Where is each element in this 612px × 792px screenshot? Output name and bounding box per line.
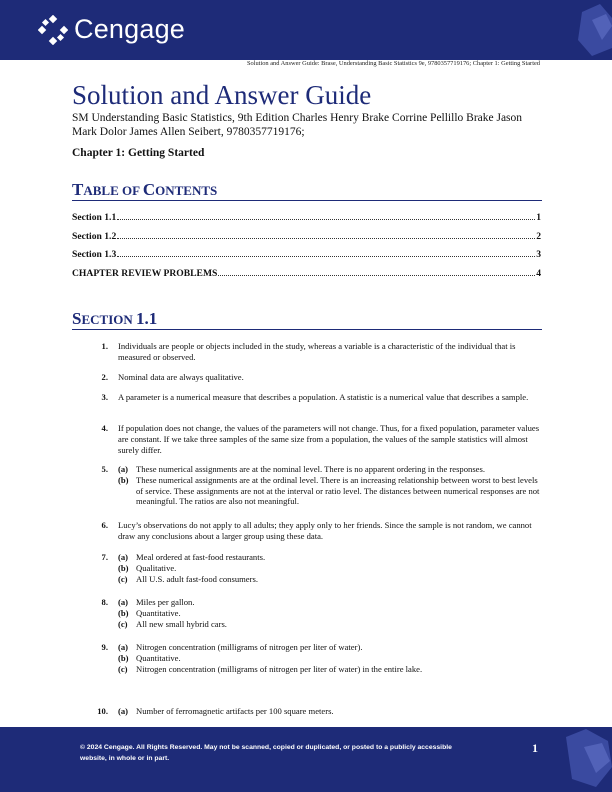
- page-title: Solution and Answer Guide: [72, 80, 372, 110]
- section-heading: SECTION 1.1: [72, 309, 542, 330]
- toc-entry[interactable]: [72, 231, 541, 242]
- toc-leader: [117, 249, 535, 257]
- toc-leader: [117, 231, 535, 239]
- toc-entry[interactable]: [72, 212, 541, 223]
- cengage-logo: [38, 14, 185, 45]
- toc-entry-page[interactable]: 2: [536, 231, 541, 242]
- sub-answer: (b) These numerical assignments are at the ordinal level. There is an increasing relationship between worst to best levels of service. These assignments are not at the interval or ratio level. The distances between numerical responses are not meaningful. The ratios are also not meaningful.: [118, 474, 540, 507]
- toc-leader: [117, 212, 535, 220]
- copyright-notice: © 2024 Cengage. All Rights Reserved. May not be scanned, copied or duplicated, or posted to a publicly accessible website, in whole or in part.: [80, 744, 452, 762]
- toc-entry-page[interactable]: 3: [536, 249, 541, 260]
- answer-item: 1. Individuals are people or objects included in the study, whereas a variable is a characteristic of the individual that is measured or observed.: [101, 341, 516, 362]
- sub-answer: (b) Quantitative.: [118, 607, 181, 618]
- sub-answer: (a) Meal ordered at fast-food restaurants.: [118, 552, 266, 562]
- answer-item: 5. (a) These numerical assignments are at the nominal level. There is no apparent ordering in the responses. (b) These numerical assignments are at the ordinal level. There is an increasing relationship between worst to best levels of service. These assignments are not at the interval or ratio level. The distances between numerical responses are not meaningful. The ratios are also not meaningful.: [101, 464, 540, 507]
- brand-name: Cengage: [74, 14, 185, 44]
- header-band: [0, 0, 612, 60]
- running-head: Solution and Answer Guide: Brase, Understanding Basic Statistics 9e, 9780357719176; Chapter 1: Getting Started: [246, 60, 540, 67]
- answer-item: 4. If population does not change, the values of the parameters will not change. Thus, for a fixed population, parameter values are constant. If we take three samples of the same size from a population, the values of the sample statistics will almost surely differ.: [101, 423, 540, 455]
- answer-item: 7. (a) Meal ordered at fast-food restaurants. (b) Qualitative. (c) All U.S. adult fast-food consumers.: [82, 552, 541, 584]
- sub-answer: (b) Qualitative.: [118, 562, 177, 573]
- sub-answer: (c) All new small hybrid cars.: [118, 618, 227, 629]
- toc-entry-page[interactable]: 4: [536, 268, 541, 279]
- answer-item: 2. Nominal data are always qualitative.: [101, 372, 244, 382]
- toc-entry-label[interactable]: Section 1.3: [72, 249, 117, 260]
- page-number: 1: [532, 741, 538, 755]
- header-decoration-icon: [562, 0, 612, 60]
- toc-entry-label[interactable]: Section 1.2: [72, 231, 117, 242]
- answer-item: 3. A parameter is a numerical measure that describes a population. A statistic is a numerical value that describes a sample.: [101, 392, 529, 402]
- toc-entry-label[interactable]: CHAPTER REVIEW PROBLEMS: [72, 268, 218, 279]
- toc-leader: [218, 268, 535, 276]
- book-subtitle: SM Understanding Basic Statistics, 9th Edition Charles Henry Brake Corrine Pellillo Brake Jason Mark Dolor James Allen Seibert, 9780357719176;: [72, 112, 523, 138]
- sub-answer: (a) Miles per gallon.: [118, 597, 195, 607]
- sub-answer: (a) Nitrogen concentration (milligrams of nitrogen per liter of water).: [118, 642, 363, 652]
- sub-answer: (a) Number of ferromagnetic artifacts per 100 square meters.: [118, 706, 334, 716]
- sub-answer: (b) Quantitative.: [118, 652, 181, 663]
- toc-entry-page[interactable]: 1: [536, 212, 541, 223]
- sub-answer: (a) These numerical assignments are at the nominal level. There is no apparent ordering in the responses.: [118, 464, 485, 474]
- chapter-title: Chapter 1: Getting Started: [72, 147, 205, 159]
- toc-entry[interactable]: [72, 268, 541, 279]
- toc-entry-label[interactable]: Section 1.1: [72, 212, 117, 223]
- sub-answer: (c) All U.S. adult fast-food consumers.: [118, 573, 258, 584]
- answer-item: 6. Lucy’s observations do not apply to all adults; they apply only to her friends. Since the sample is not random, we cannot draw any conclusions about a larger group using these data.: [101, 520, 532, 541]
- answer-item: 10. (a) Number of ferromagnetic artifacts per 100 square meters.: [82, 706, 541, 717]
- footer-decoration-icon: [552, 727, 612, 792]
- toc-heading: TABLE OF CONTENTS: [72, 180, 542, 201]
- cengage-logo-icon: [38, 15, 68, 45]
- answer-item: 8. (a) Miles per gallon. (b) Quantitative. (c) All new small hybrid cars.: [82, 597, 541, 629]
- sub-answer: (c) Nitrogen concentration (milligrams of nitrogen per liter of water) in the entire lake.: [118, 663, 423, 674]
- answer-item: 9. (a) Nitrogen concentration (milligrams of nitrogen per liter of water). (b) Quantitative. (c) Nitrogen concentration (milligrams of nitrogen per liter of water) in the entire lake.: [82, 642, 541, 674]
- toc-entry[interactable]: [72, 249, 541, 260]
